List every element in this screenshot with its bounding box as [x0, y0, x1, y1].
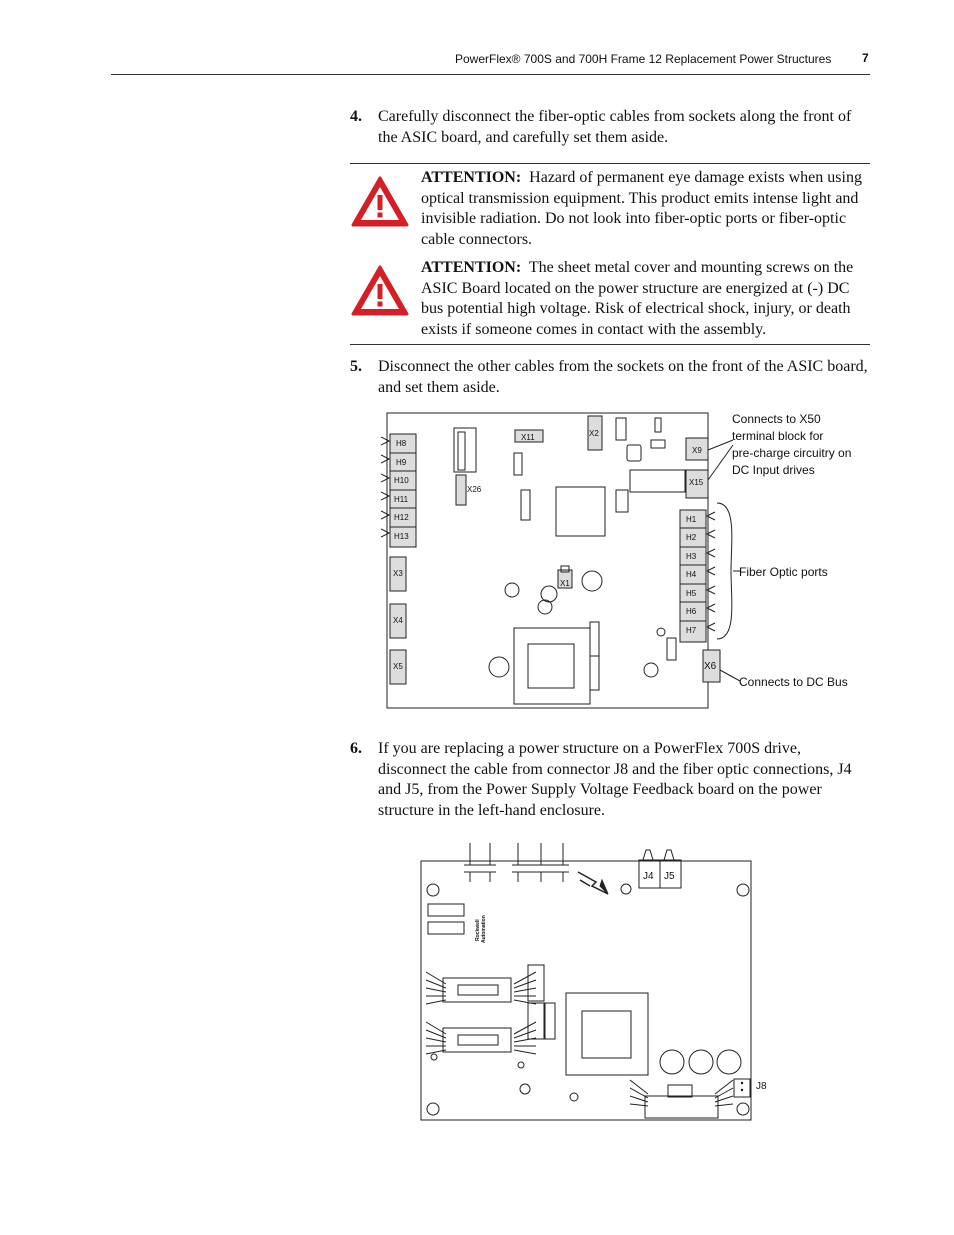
- callout-x50-line: terminal block for: [732, 429, 824, 443]
- page-number: 7: [862, 51, 869, 65]
- attention-text: The sheet metal cover and mounting screws on the ASIC Board located on the power structure are energized at (-) DC bus potential high voltage. Risk of electrical shock, injury, or death exists if someone comes in contact with the assembly.: [421, 259, 854, 338]
- attention-shock-hazard: [421, 258, 869, 340]
- asic-board-diagram: [370, 405, 860, 715]
- step-number: 4.: [350, 108, 362, 125]
- callout-x50-line: DC Input drives: [732, 463, 815, 477]
- asic-board-outline: [387, 413, 708, 708]
- attention-label: ATTENTION:: [421, 169, 522, 186]
- header-rule: [111, 74, 870, 75]
- connector-label: X4: [393, 616, 403, 625]
- port-label: H4: [686, 570, 697, 579]
- psvf-board-diagram: [410, 835, 780, 1130]
- port-label: H2: [686, 533, 697, 542]
- callout-x50-line: pre-charge circuitry on: [732, 446, 852, 460]
- port-label: H6: [686, 607, 697, 616]
- step-number: 6.: [350, 740, 362, 757]
- step-4: [350, 107, 870, 148]
- attention-eye-hazard: [421, 168, 869, 250]
- step-text: Carefully disconnect the fiber-optic cables from sockets along the front of the ASIC board, and carefully set them aside.: [378, 108, 852, 146]
- port-label: H1: [686, 515, 697, 524]
- callout-x50-line: Connects to X50: [732, 412, 821, 426]
- warning-triangle-icon: [351, 176, 409, 228]
- connector-label: X6: [704, 661, 717, 672]
- port-label: H3: [686, 552, 697, 561]
- port-label: H8: [396, 439, 407, 448]
- port-label: H7: [686, 626, 697, 635]
- step-5: [350, 357, 870, 398]
- port-label: H10: [394, 476, 409, 485]
- connector-label: X3: [393, 569, 403, 578]
- running-header: PowerFlex® 700S and 700H Frame 12 Replacement Power Structures: [455, 52, 832, 66]
- connector-label-j4: J4: [643, 871, 654, 882]
- step-6: [350, 739, 870, 821]
- connector-label: X11: [521, 433, 535, 442]
- rockwell-logo-text: Automation: [481, 915, 487, 943]
- callout-dc-bus: Connects to DC Bus: [739, 675, 848, 689]
- connector-label-j8: J8: [756, 1081, 767, 1092]
- attention-bottom-rule: [350, 344, 870, 345]
- attention-label: ATTENTION:: [421, 259, 522, 276]
- connector-label: X9: [692, 446, 702, 455]
- attention-top-rule: [350, 163, 870, 164]
- callout-fiber-optic: Fiber Optic ports: [739, 565, 828, 579]
- step-text: If you are replacing a power structure on a PowerFlex 700S drive, disconnect the cable from connector J8 and the fiber optic connections, J4 and J5, from the Power Supply Voltage Feedback board on the power structure in the left-hand enclosure.: [378, 740, 852, 819]
- warning-triangle-icon: [351, 265, 409, 317]
- connector-label: X2: [589, 429, 599, 438]
- port-label: H11: [394, 495, 409, 504]
- step-number: 5.: [350, 358, 362, 375]
- port-label: H9: [396, 458, 407, 467]
- connector-label: X26: [467, 485, 482, 494]
- rockwell-logo-text: Rockwell: [475, 919, 481, 941]
- psvf-board-outline: [421, 861, 751, 1120]
- port-label: H12: [394, 513, 409, 522]
- attention-text: Hazard of permanent eye damage exists when using optical transmission equipment. This product emits intense light and invisible radiation. Do not look into fiber-optic ports or fiber-optic cable connectors.: [421, 169, 862, 248]
- port-label: H13: [394, 532, 409, 541]
- connector-label: X1: [560, 579, 570, 588]
- connector-label-j5: J5: [664, 871, 675, 882]
- connector-label: X5: [393, 662, 403, 671]
- port-label: H5: [686, 589, 697, 598]
- step-text: Disconnect the other cables from the sockets on the front of the ASIC board, and set them aside.: [378, 358, 868, 396]
- connector-label: X15: [689, 478, 704, 487]
